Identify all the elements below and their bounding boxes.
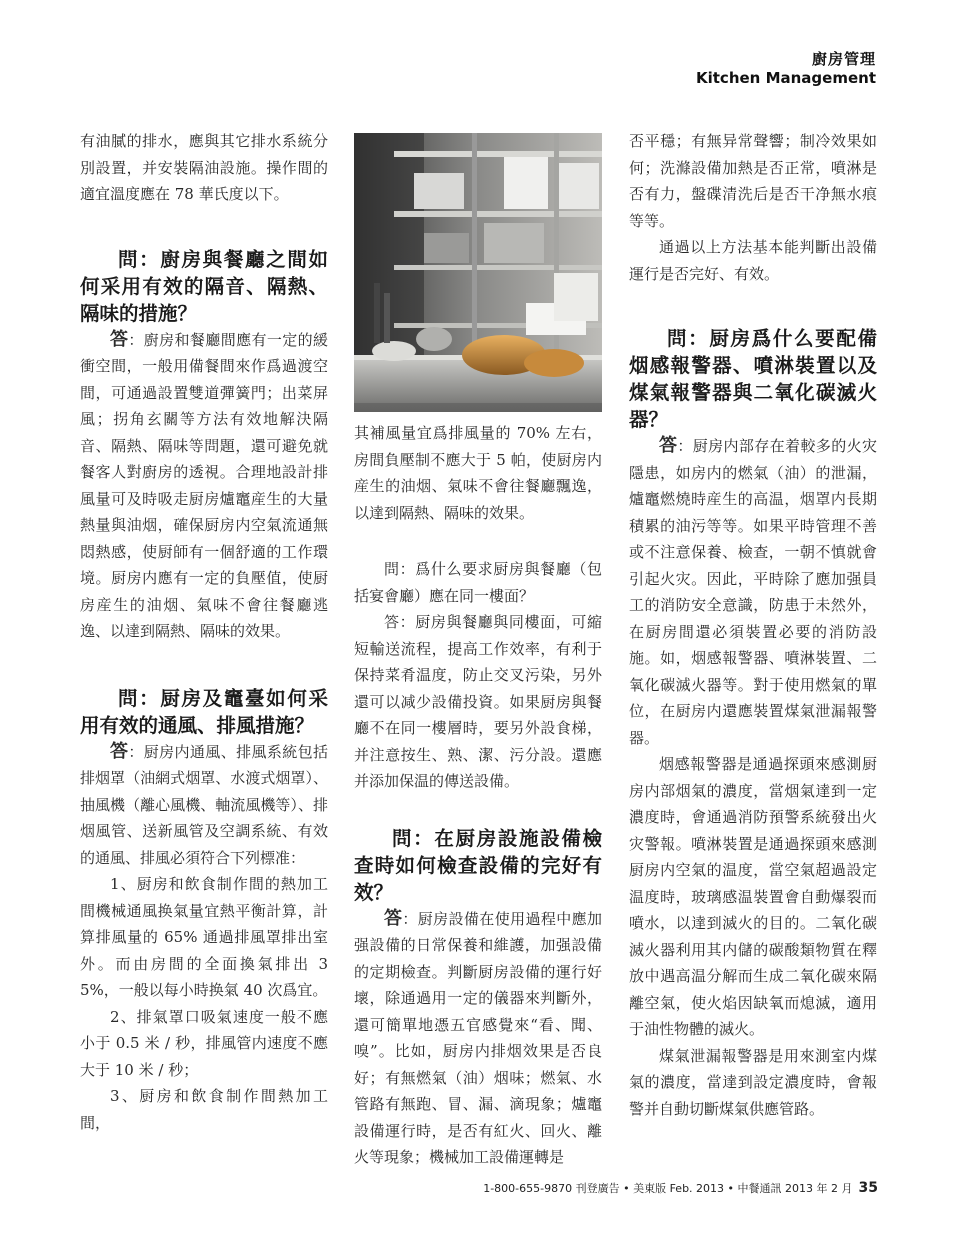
question-mark: 問 <box>392 826 414 850</box>
answer-text: ：厨房内通風、排風系統包括排烟罩（油網式烟罩、水渡式烟罩）、抽風機（離心風機、軸流風機等）、排烟風管、送新風管及空調系統、有效的通風、排風必須符合下列標准： <box>80 742 328 867</box>
question-heading <box>354 825 602 906</box>
question-inline: 問：爲什么要求厨房與餐廳（包括宴會廳）應在同一樓面？ <box>354 560 602 605</box>
question-text: ：厨房及竈臺如何采用有效的通風、排風措施？ <box>80 686 328 737</box>
page-number: 35 <box>858 1180 878 1196</box>
answer-mark: 答 <box>659 435 678 456</box>
page-footer <box>483 1180 878 1196</box>
answer-text: ：廚房和餐廳間應有一定的緩衝空間，一般用備餐間來作爲過渡空間，可通過設置雙道彈簧門；出菜屏風；拐角玄關等方法有效地解決隔音、隔熱、隔味等問題，還可避免就餐客人對廚房的透視。合理地設計排風量可及時吸走厨房爐竈産生的大量熱量與油烟，確保厨房内空氣流通無悶熱感，使厨師有一個舒適的工作環境。厨房内應有一定的負壓值，使厨房産生的油烟、氣味不會往餐廳逃逸、以達到隔熱、隔味的效果。 <box>80 330 328 640</box>
answer-mark: 答 <box>110 328 129 350</box>
question-text: ：在厨房設施設備檢查時如何檢查設備的完好有效？ <box>354 826 602 904</box>
kitchen-photo <box>354 133 602 412</box>
standard-item-2: 2、排氣罩口吸氣速度一般不應小于 0.5 米 / 秒，排風管内速度不應大于 10 米 / 秒； <box>80 1007 328 1079</box>
paragraph-continued: 否平穩；有無异常聲響；制冷效果如何；洗滌設備加熱是否正常，噴淋是否有力，盤碟清洗后是否干净無水痕等等。 <box>629 132 877 230</box>
paragraph-intro: 有油膩的排水，應與其它排水系統分別設置，并安裝隔油設施。操作間的適宜溫度應在 78 華氏度以下。 <box>80 132 328 203</box>
standard-item-1: 1、厨房和飲食制作間的熱加工間機械通風换氣量宜熱平衡計算，計算排風量的 65% 通過排風罩排出室外。而由房間的全面換氣排出 35%，一般以每小時换氣 40 次爲宜。 <box>80 875 328 999</box>
answer-paragraph <box>80 739 328 872</box>
standard-item-3: 3、厨房和飲食制作間熱加工間， <box>80 1087 328 1132</box>
paragraph-summary: 通過以上方法基本能判斷出設備運行是否完好、有效。 <box>629 238 877 283</box>
column-1 <box>80 128 328 1136</box>
paragraph-continued: 其補風量宜爲排風量的 70% 左右，房間負壓制不應大于 5 帕，使厨房内産生的油烟、氣味不會往餐廳飄逸，以達到隔熱、隔味的效果。 <box>354 424 602 522</box>
answer-paragraph <box>354 906 602 1171</box>
section-title-zh: 廚房管理 <box>811 50 876 68</box>
question-heading <box>80 685 328 739</box>
question-mark: 問 <box>118 686 140 710</box>
paragraph-gas-alarm: 煤氣泄漏報警器是用來測室内煤氣的濃度，當達到設定濃度時，會報警并自動切斷煤氣供應管路。 <box>629 1046 877 1118</box>
answer-mark: 答 <box>110 740 129 762</box>
question-text: ：廚房與餐廳之間如何采用有效的隔音、隔熱、隔味的措施？ <box>80 247 328 325</box>
section-title-en: Kitchen Management <box>696 69 876 87</box>
question-heading <box>629 325 877 433</box>
question-text: ：厨房爲什么要配備烟感報警器、噴淋裝置以及煤氣報警器與二氧化碳滅火器？ <box>629 327 877 431</box>
running-header <box>696 50 876 88</box>
answer-text: ：厨房内部存在着較多的火灾隱患，如房内的燃氣（油）的泄漏，爐竈燃燒時産生的高温，烟罩内長期積累的油污等等。如果平時管理不善或不注意保養、檢查，一朝不慎就會引起火灾。因此，平時除了應加强員工的消防安全意識，防患于未然外，在厨房間還必須裝置必要的消防設施。如，烟感報警器、噴淋裝置、二氧化碳滅火器等。對于使用燃氣的單位，在厨房内還應裝置煤氣泄漏報警器。 <box>629 437 877 747</box>
answer-paragraph <box>80 327 328 645</box>
question-mark: 問 <box>667 327 689 350</box>
column-3 <box>629 128 877 1122</box>
answer-inline: 答：厨房與餐廳與同樓面，可縮短輸送流程，提高工作效率，有利于保持菜肴温度，防止交叉污染，另外還可以减少設備投資。如果厨房與餐廳不在同一樓層時，要另外設食梯，并注意按生、熟、潔、污分設。還應并添加保温的傳送設備。 <box>354 613 602 790</box>
answer-mark: 答 <box>384 907 403 929</box>
question-heading <box>80 246 328 327</box>
column-2 <box>354 420 602 1171</box>
question-mark: 問 <box>118 247 140 271</box>
answer-paragraph <box>629 433 877 751</box>
answer-text: ：厨房設備在使用過程中應加强設備的日常保養和維護，加强設備的定期檢查。判斷厨房設備的運行好壞，除通過用一定的儀器來判斷外，還可簡單地憑五官感覺來“看、聞、嗅”。比如，厨房内排烟效果是否良好；有無燃氣（油）烟味；燃氣、水管路有無跑、冒、漏、滴現象；爐竈設備運行時，是否有紅火、回火、離火等現象；機械加工設備運轉是 <box>354 909 602 1166</box>
paragraph-smoke-alarm: 烟感報警器是通過探頭來感測厨房内部烟氣的濃度，當烟氣達到一定濃度時，會通過消防預警系統發出火灾警報。噴淋裝置是通過探頭來感測厨房内空氣的温度，當空氣超過設定温度時，玻璃感温裝置會自動爆裂而噴水，以達到滅火的目的。二氧化碳滅火器利用其内儲的碳酸類物質在釋放中遇高温分解而生成二氧化碳來隔離空氣，使火焰因缺氧而熄滅，適用于油性物體的滅火。 <box>629 755 877 1038</box>
footer-text: 1-800-655-9870 刊登廣告 • 美東版 Feb. 2013 • 中餐通訊 2013 年 2 月 <box>483 1182 853 1195</box>
